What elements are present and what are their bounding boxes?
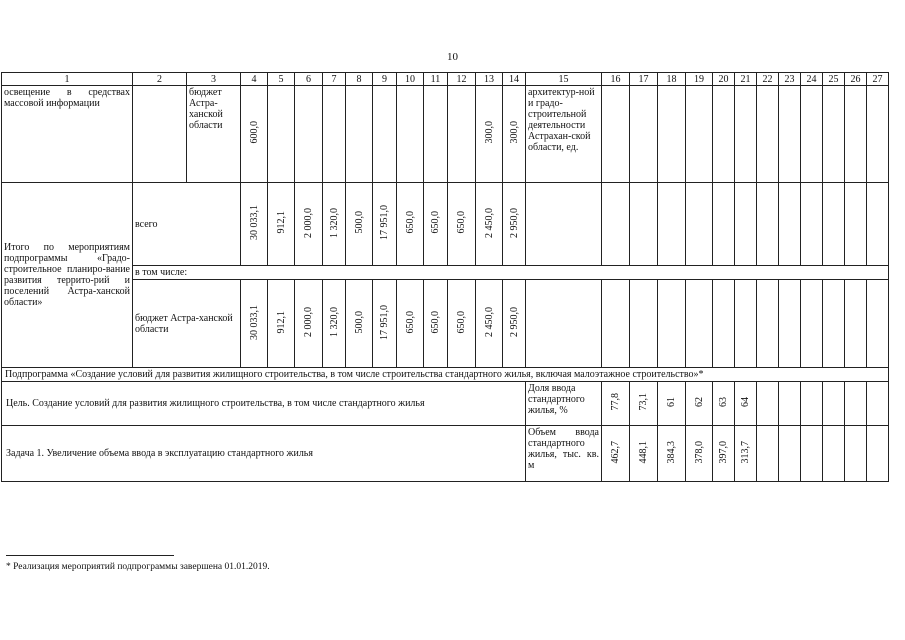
empty-cell xyxy=(323,86,346,183)
value-cell xyxy=(241,86,268,183)
table-row-budget xyxy=(2,280,889,368)
value-text: 300,0 xyxy=(508,121,520,144)
value-text: 313,7 xyxy=(740,440,751,464)
empty-cell xyxy=(823,183,845,266)
value-cell xyxy=(713,382,735,426)
value-cell xyxy=(424,183,448,266)
empty-cell xyxy=(801,280,823,368)
value-text: 17 951,0 xyxy=(379,304,390,340)
empty-cell xyxy=(823,86,845,183)
empty-cell xyxy=(526,183,602,266)
value-cell xyxy=(346,183,373,266)
value-text: 650,0 xyxy=(404,310,416,334)
page-number: 10 xyxy=(447,51,458,63)
empty-cell xyxy=(602,86,630,183)
empty-cell xyxy=(686,183,713,266)
value-cell xyxy=(602,426,630,482)
header-cell: 24 xyxy=(801,73,823,86)
value-cell xyxy=(503,86,526,183)
header-cell: 9 xyxy=(373,73,397,86)
value-text: 1 320,0 xyxy=(328,207,340,238)
header-cell: 13 xyxy=(476,73,503,86)
including-cell: в том числе: xyxy=(133,266,889,280)
value-cell xyxy=(658,426,686,482)
empty-cell xyxy=(658,280,686,368)
empty-cell xyxy=(867,280,889,368)
empty-cell xyxy=(373,86,397,183)
empty-cell xyxy=(801,183,823,266)
header-cell: 14 xyxy=(503,73,526,86)
empty-cell xyxy=(630,86,658,183)
value-text: 650,0 xyxy=(456,310,467,334)
value-text: 650,0 xyxy=(430,211,441,234)
empty-cell xyxy=(823,382,845,426)
empty-cell xyxy=(779,183,801,266)
value-cell xyxy=(295,183,323,266)
header-cell: 6 xyxy=(295,73,323,86)
empty-cell xyxy=(686,86,713,183)
empty-cell xyxy=(801,86,823,183)
header-cell: 20 xyxy=(713,73,735,86)
table-row-subprogram xyxy=(2,368,889,382)
header-cell: 21 xyxy=(735,73,757,86)
empty-cell xyxy=(867,426,889,482)
table-row-task xyxy=(2,426,889,482)
empty-cell xyxy=(630,183,658,266)
value-cell xyxy=(448,183,476,266)
value-text: 77,8 xyxy=(610,393,621,411)
empty-cell xyxy=(713,183,735,266)
indicator-cell: Доля ввода стандартного жилья, % xyxy=(526,382,602,426)
value-cell xyxy=(658,382,686,426)
empty-cell xyxy=(630,280,658,368)
empty-cell xyxy=(346,86,373,183)
empty-cell xyxy=(779,280,801,368)
value-cell xyxy=(241,280,268,368)
value-cell xyxy=(476,280,503,368)
value-text: 650,0 xyxy=(456,211,467,234)
empty-cell xyxy=(779,382,801,426)
table-row-total xyxy=(2,183,889,266)
value-cell xyxy=(713,426,735,482)
value-text: 2 450,0 xyxy=(483,307,495,337)
activity-name-cell: освещение в средствах массовой информации xyxy=(2,86,133,183)
value-cell xyxy=(735,426,757,482)
footnote: * Реализация мероприятий подпрограммы завершена 01.01.2019. xyxy=(6,562,270,572)
header-cell: 17 xyxy=(630,73,658,86)
budget-table xyxy=(1,72,889,482)
value-cell xyxy=(373,280,397,368)
empty-cell xyxy=(133,86,187,183)
empty-cell xyxy=(424,86,448,183)
value-cell xyxy=(268,280,295,368)
empty-cell xyxy=(845,280,867,368)
table-row-media xyxy=(2,86,889,183)
goal-text: Цель. Создание условий для развития жилищного строительства, в том числе стандартного жилья xyxy=(2,382,526,426)
empty-cell xyxy=(845,426,867,482)
empty-cell xyxy=(845,382,867,426)
value-text: 500,0 xyxy=(353,211,365,234)
value-cell xyxy=(346,280,373,368)
value-text: 912,1 xyxy=(275,211,287,234)
value-cell xyxy=(241,183,268,266)
header-cell: 25 xyxy=(823,73,845,86)
empty-cell xyxy=(757,183,779,266)
value-text: 30 033,1 xyxy=(248,304,260,340)
header-cell: 3 xyxy=(187,73,241,86)
value-text: 2 000,0 xyxy=(303,207,314,238)
value-text: 500,0 xyxy=(353,310,365,334)
value-cell xyxy=(735,382,757,426)
value-text: 650,0 xyxy=(430,310,441,334)
value-text: 2 950,0 xyxy=(508,307,520,337)
value-text: 650,0 xyxy=(404,211,416,234)
header-cell: 12 xyxy=(448,73,476,86)
value-text: 378,0 xyxy=(693,440,705,464)
empty-cell xyxy=(823,280,845,368)
empty-cell xyxy=(735,183,757,266)
value-cell xyxy=(424,280,448,368)
value-cell xyxy=(323,280,346,368)
totals-label-cell: Итого по мероприятиям подпрограммы «Градо-строительное планиро-вание развития террито-рий и поселений Астра-ханской области» xyxy=(2,183,133,368)
empty-cell xyxy=(779,426,801,482)
empty-cell xyxy=(602,280,630,368)
value-cell xyxy=(295,280,323,368)
indicator-cell: архитектур-ной и градо-строительной деятельности Астрахан-ской области, ед. xyxy=(526,86,602,183)
value-text: 2 450,0 xyxy=(483,207,495,238)
value-text: 73,1 xyxy=(638,393,649,411)
value-text: 448,1 xyxy=(638,440,649,464)
header-cell: 4 xyxy=(241,73,268,86)
value-text: 462,7 xyxy=(610,440,621,464)
funding-source-cell: бюджет Астра-ханской области xyxy=(187,86,241,183)
value-cell xyxy=(323,183,346,266)
value-cell xyxy=(630,382,658,426)
header-cell: 8 xyxy=(346,73,373,86)
value-text: 30 033,1 xyxy=(248,205,260,240)
value-text: 63 xyxy=(718,397,729,407)
value-cell xyxy=(397,280,424,368)
header-cell: 7 xyxy=(323,73,346,86)
value-cell xyxy=(476,183,503,266)
header-cell: 15 xyxy=(526,73,602,86)
value-cell xyxy=(686,382,713,426)
empty-cell xyxy=(845,183,867,266)
value-cell xyxy=(503,280,526,368)
value-text: 2 000,0 xyxy=(303,307,314,337)
value-cell xyxy=(630,426,658,482)
value-text: 62 xyxy=(693,397,705,407)
value-text: 397,0 xyxy=(718,440,729,464)
header-cell: 10 xyxy=(397,73,424,86)
empty-cell xyxy=(823,426,845,482)
empty-cell xyxy=(757,86,779,183)
value-cell xyxy=(448,280,476,368)
empty-cell xyxy=(713,280,735,368)
empty-cell xyxy=(295,86,323,183)
empty-cell xyxy=(397,86,424,183)
value-text: 300,0 xyxy=(483,121,495,144)
empty-cell xyxy=(735,86,757,183)
header-cell: 18 xyxy=(658,73,686,86)
value-text: 64 xyxy=(740,397,751,407)
value-text: 2 950,0 xyxy=(508,207,520,238)
empty-cell xyxy=(658,86,686,183)
table-row-goal xyxy=(2,382,889,426)
footnote-divider xyxy=(6,555,174,556)
empty-cell xyxy=(757,426,779,482)
empty-cell xyxy=(801,426,823,482)
value-cell xyxy=(268,183,295,266)
value-text: 384,3 xyxy=(666,440,677,464)
empty-cell xyxy=(526,280,602,368)
empty-cell xyxy=(268,86,295,183)
header-cell: 1 xyxy=(2,73,133,86)
empty-cell xyxy=(686,280,713,368)
value-cell xyxy=(602,382,630,426)
header-cell: 11 xyxy=(424,73,448,86)
empty-cell xyxy=(867,86,889,183)
header-cell: 27 xyxy=(867,73,889,86)
empty-cell xyxy=(801,382,823,426)
empty-cell xyxy=(757,382,779,426)
value-text: 600,0 xyxy=(248,121,260,144)
subprogram-title: Подпрограмма «Создание условий для развития жилищного строительства, в том числе строительства стандартного жилья, включая малоэтажное строительство»* xyxy=(2,368,889,382)
value-text: 912,1 xyxy=(275,310,287,334)
empty-cell xyxy=(602,183,630,266)
funding-source-cell: бюджет Астра-ханской области xyxy=(133,280,241,368)
value-text: 1 320,0 xyxy=(328,307,340,337)
task-text: Задача 1. Увеличение объема ввода в эксплуатацию стандартного жилья xyxy=(2,426,526,482)
empty-cell xyxy=(735,280,757,368)
value-cell xyxy=(686,426,713,482)
empty-cell xyxy=(867,382,889,426)
header-cell: 5 xyxy=(268,73,295,86)
value-cell xyxy=(503,183,526,266)
header-cell: 26 xyxy=(845,73,867,86)
header-cell: 23 xyxy=(779,73,801,86)
header-cell: 2 xyxy=(133,73,187,86)
header-cell: 19 xyxy=(686,73,713,86)
header-cell: 22 xyxy=(757,73,779,86)
empty-cell xyxy=(658,183,686,266)
value-cell xyxy=(476,86,503,183)
value-cell xyxy=(373,183,397,266)
empty-cell xyxy=(779,86,801,183)
indicator-cell: Объем ввода стандартного жилья, тыс. кв. м xyxy=(526,426,602,482)
table-row-including xyxy=(2,266,889,280)
empty-cell xyxy=(867,183,889,266)
value-cell xyxy=(397,183,424,266)
empty-cell xyxy=(713,86,735,183)
funding-source-cell: всего xyxy=(133,183,241,266)
header-cell: 16 xyxy=(602,73,630,86)
value-text: 17 951,0 xyxy=(379,205,390,240)
empty-cell xyxy=(845,86,867,183)
value-text: 61 xyxy=(666,397,677,407)
header-row xyxy=(2,73,889,86)
empty-cell xyxy=(448,86,476,183)
empty-cell xyxy=(757,280,779,368)
